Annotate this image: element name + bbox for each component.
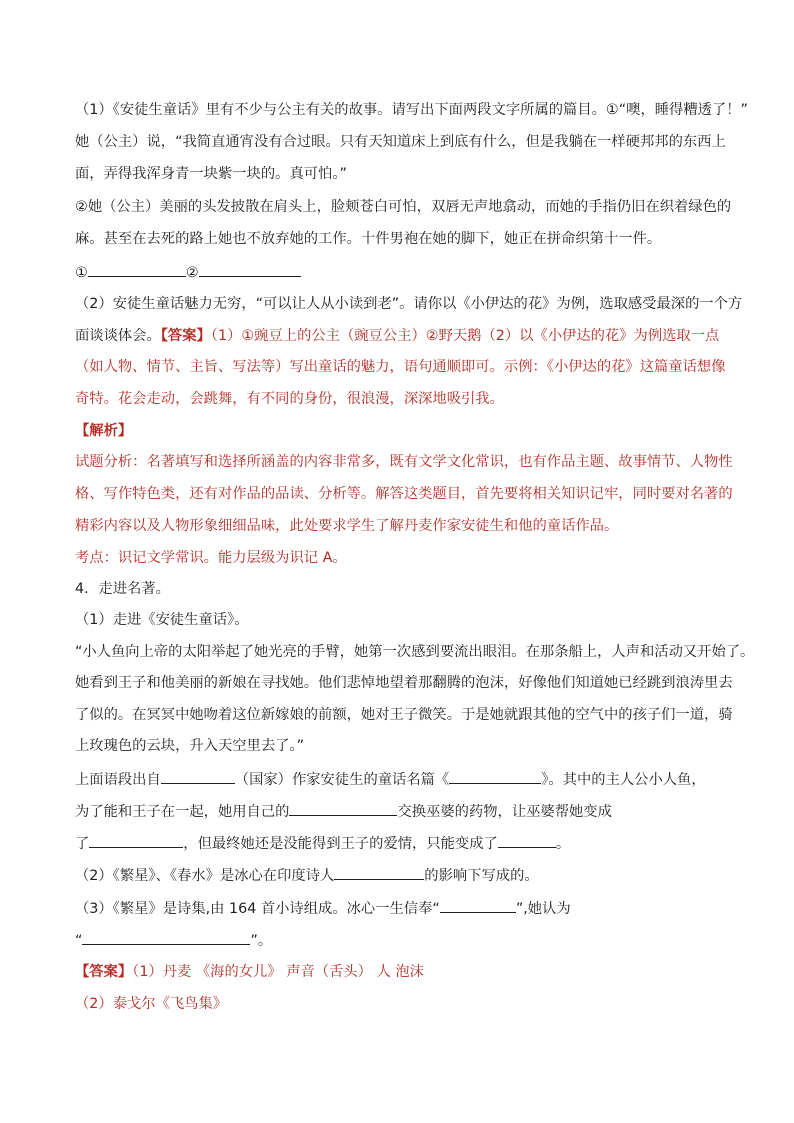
fill-blank-exchange[interactable]	[289, 800, 397, 816]
q3-p1-line-3: 面，弄得我浑身青一块紫一块的。真可怕。”	[75, 166, 347, 182]
text: （国家）作家安徒生的童话名篇《	[234, 772, 450, 788]
q3-p1-line-2: 她（公主）说，“我简直通宵没有合过眼。只有天知道床上到底有什么，但是我躺在一样硬邦邦的东西上	[75, 134, 726, 150]
q4-quote-line-1: “小人鱼向上帝的太阳举起了她光亮的手臂，她第一次感到要流出眼泪。在那条船上，人声和活动又开始了。	[75, 644, 755, 660]
q4-p3-line-2	[75, 929, 735, 951]
text: 为了能和王子在一起，她用自己的	[75, 804, 290, 820]
fill-blank-become[interactable]	[89, 832, 183, 848]
answer-tag: 【答案】	[75, 964, 133, 980]
answer-tag: 【答案】	[160, 328, 211, 344]
q4-fill-line-2	[75, 800, 735, 822]
analysis-tag: 【解析】	[75, 423, 133, 439]
fill-blank-title[interactable]	[449, 768, 541, 784]
text: 的影响下写成的。	[424, 868, 539, 884]
q3-p1-blanks	[75, 261, 735, 283]
q4-quote-line-4: 上玫瑰色的云块，升入天空里去了。”	[75, 738, 305, 754]
analysis-line-1: 试题分析：名著填写和选择所涵盖的内容非常多，既有文学文化常识，也有作品主题、故事情节、人物性	[75, 454, 733, 470]
text: “	[75, 933, 83, 949]
answer-text: （1）①豌豆上的公主（豌豆公主）②野天鹅（2）以《小伊达的花》为例选取一点	[210, 328, 720, 344]
text: 上面语段出自	[75, 772, 161, 788]
text: ”。	[250, 933, 273, 949]
fill-blank-country[interactable]	[161, 768, 235, 784]
q3-p1-line-4: ②她（公主）美丽的头发披散在肩头上，脸颊苍白可怕，双唇无声地翕动，而她的手指仍旧在织着绿色的	[75, 199, 732, 215]
fill-blank-2[interactable]	[199, 261, 301, 277]
text: （3）《繁星》是诗集,由 164 首小诗组成。冰心一生信奉“	[75, 901, 440, 917]
q4-p2	[75, 864, 735, 886]
blank-label-1: ①	[75, 265, 88, 281]
q3-p1-line-1: （1）《安徒生童话》里有不少与公主有关的故事。请写出下面两段文字所属的篇目。①“噢，睡得糟透了！”	[75, 102, 748, 118]
text: 交换巫婆的药物，让巫婆帮她变成	[397, 804, 612, 820]
q4-answer-line-2: （2）泰戈尔《飞鸟集》	[75, 996, 228, 1012]
analysis-line-4: 考点：识记文学常识。能力层级为识记 A。	[75, 550, 347, 566]
text: ，但最终她还是没能得到王子的爱情，只能变成了	[183, 836, 498, 852]
text: 。	[555, 836, 571, 852]
fill-blank-view[interactable]	[82, 929, 250, 945]
q4-answer-line-1	[75, 962, 735, 982]
q3-p2-prompt-end: 面谈谈体会。	[75, 328, 161, 344]
q4-p3	[75, 897, 735, 919]
q4-quote-line-3: 了似的。在冥冥中她吻着这位新嫁娘的前额，她对王子微笑。于是她就跟其他的空气中的孩子们一道，骑	[75, 707, 733, 723]
fill-blank-poet[interactable]	[334, 864, 424, 880]
analysis-line-3: 精彩内容以及人物形象细细品味，此处要求学生了解丹麦作家安徒生和他的童话作品。	[75, 518, 619, 534]
answer-text: （1）丹麦 《海的女儿》 声音（舌头） 人 泡沫	[132, 964, 424, 980]
text: 》。其中的主人公小人鱼，	[541, 772, 706, 788]
text: ”,她认为	[515, 901, 571, 917]
q4-fill-line-1	[75, 768, 735, 790]
q4-p1-heading: （1）走进《安徒生童话》。	[75, 612, 249, 628]
q4-title: 4．走进名著。	[75, 581, 170, 597]
q3-p2-line-1: （2）安徒生童话魅力无穷，“可以让人从小读到老”。请你以《小伊达的花》为例，选取感受最深的一个方	[75, 296, 743, 312]
q3-p2-answer-line-3: 奇特。花会走动，会跳舞，有不同的身份，很浪漫，深深地吸引我。	[75, 391, 504, 407]
fill-blank-1[interactable]	[88, 261, 186, 277]
analysis-line-2: 格、写作特色类，还有对作品的品读、分析等。解答这类题目，首先要将相关知识记牢，同时要对名著的	[75, 486, 733, 502]
text: （2）《繁星》、《春水》是冰心在印度诗人	[75, 868, 335, 884]
q3-p2-answer-line-2: （如人物、情节、主旨、写法等）写出童话的魅力，语句通顺即可。示例：《小伊达的花》这篇童话想像	[75, 359, 726, 375]
text: 了	[75, 836, 90, 852]
q4-fill-line-3	[75, 832, 735, 854]
blank-label-2: ②	[185, 265, 199, 281]
q3-p2-line-2	[75, 326, 735, 346]
q4-quote-line-2: 她看到王子和他美丽的新娘在寻找她。他们悲悼地望着那翻腾的泡沫，好像他们知道她已经跳到浪涛里去	[75, 675, 733, 691]
q3-p1-line-5: 麻。甚至在去死的路上她也不放弃她的工作。十件男袍在她的脚下，她正在拼命织第十一件。	[75, 231, 662, 247]
fill-blank-foam[interactable]	[498, 832, 556, 848]
fill-blank-belief[interactable]	[440, 897, 516, 913]
